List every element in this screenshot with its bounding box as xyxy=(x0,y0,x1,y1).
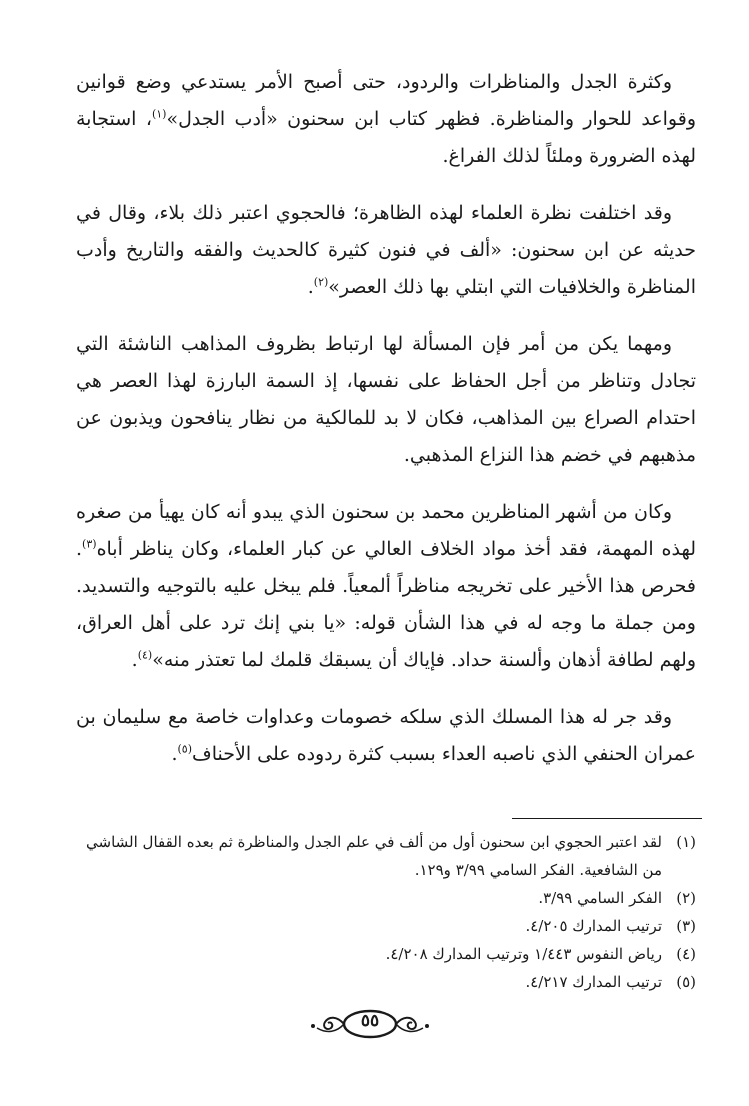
footnote-4 xyxy=(76,940,696,968)
paragraph-3 xyxy=(76,326,696,474)
footnote-ref-1[interactable]: (١) xyxy=(151,107,167,121)
footnote-text: ترتيب المدارك ٤/٢١٧. xyxy=(525,973,662,991)
footnote-ref-2[interactable]: (٢) xyxy=(313,275,329,289)
page-number-ornament xyxy=(305,1004,435,1044)
footnote-text: لقد اعتبر الحجوي ابن سحنون أول من ألف في علم الجدل والمناظرة ثم بعده القفال الشاشي من الشافعية. الفكر السامي ٣/٩٩ و١٢٩. xyxy=(86,833,662,879)
paragraph-text-tail: . xyxy=(307,276,314,298)
page-number: ٥٥ xyxy=(360,1011,380,1031)
footnote-number: (٣) xyxy=(676,917,696,935)
paragraph-text-tail: . xyxy=(171,743,178,765)
paragraph-text-tail: . xyxy=(131,649,138,671)
paragraph-text: وقد اختلفت نظرة العلماء لهذه الظاهرة؛ فالحجوي اعتبر ذلك بلاء، وقال في حديثه عن ابن سحنون: «ألف في فنون كثيرة كالحديث والفقه والتاريخ وأدب المناظرة والخلافيات التي ابتلي بها ذلك العصر» xyxy=(76,202,696,298)
footnote-2 xyxy=(76,884,696,912)
footnote-text: ترتيب المدارك ٤/٢٠٥. xyxy=(525,917,662,935)
footnote-divider xyxy=(512,818,702,819)
paragraph-text-tail: . فحرص هذا الأخير على تخريجه مناظراً ألمعياً. فلم يبخل عليه بالتوجيه والتسديد. ومن جملة ما وجه له في هذا الشأن قوله: «يا بني إنك ترد على أهل العراق، ولهم لطافة أذهان وألسنة حداد. فإياك أن يسبقك قلمك لما تعتذر منه» xyxy=(76,538,696,671)
footnote-ref-5[interactable]: (٥) xyxy=(177,742,193,756)
footnote-text: الفكر السامي ٣/٩٩. xyxy=(538,889,662,907)
paragraph-1 xyxy=(76,64,696,175)
paragraph-text: وقد جر له هذا المسلك الذي سلكه خصومات وعداوات خاصة مع سليمان بن عمران الحنفي الذي ناصبه العداء بسبب كثرة ردوده على الأحناف xyxy=(76,706,696,765)
paragraph-text-tail: ، استجابة لهذه الضرورة وملئاً لذلك الفراغ. xyxy=(76,108,696,167)
footnote-5 xyxy=(76,968,696,996)
footnote-ref-3[interactable]: (٣) xyxy=(82,537,97,551)
footnote-number: (١) xyxy=(676,833,696,851)
main-text xyxy=(76,64,696,793)
footnote-number: (٥) xyxy=(676,973,696,991)
paragraph-text: وكثرة الجدل والمناظرات والردود، حتى أصبح الأمر يستدعي وضع قوانين وقواعد للحوار والمناظرة. فظهر كتاب ابن سحنون «أدب الجدل» xyxy=(76,71,696,130)
footnote-ref-4[interactable]: (٤) xyxy=(137,648,153,662)
paragraph-2 xyxy=(76,195,696,306)
paragraph-text: ومهما يكن من أمر فإن المسألة لها ارتباط بظروف المذاهب الناشئة التي تجادل وتناظر من أجل الحفاظ على نفسها، إذ السمة البارزة لهذا العصر هي احتدام الصراع بين المذاهب، فكان لا بد للمالكية من نظار ينافحون ويذبون عن مذهبهم في خضم هذا النزاع المذهبي. xyxy=(76,333,696,466)
footnote-text: رياض النفوس ١/٤٤٣ وترتيب المدارك ٤/٢٠٨. xyxy=(385,945,662,963)
paragraph-text: وكان من أشهر المناظرين محمد بن سحنون الذي يبدو أنه كان يهيأ من صغره لهذه المهمة، فقد أخذ مواد الخلاف العالي عن كبار العلماء، وكان يناظر أباه xyxy=(76,501,696,560)
paragraph-4 xyxy=(76,494,696,679)
footnotes xyxy=(76,828,696,996)
footnote-3 xyxy=(76,912,696,940)
footnote-number: (٢) xyxy=(676,889,696,907)
footnote-number: (٤) xyxy=(676,945,696,963)
footnote-1 xyxy=(76,828,696,884)
paragraph-5 xyxy=(76,699,696,773)
